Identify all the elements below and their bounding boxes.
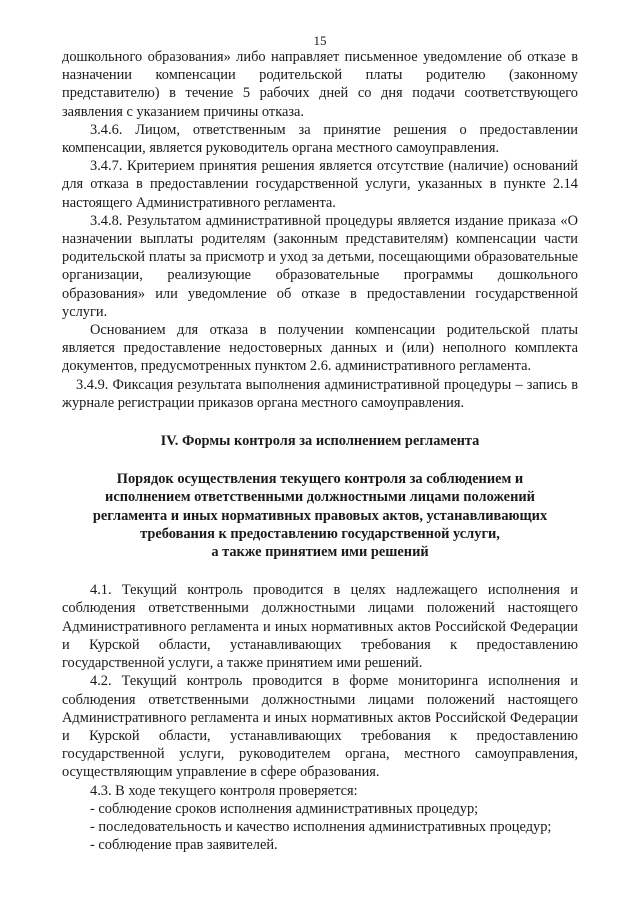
- paragraph-3-4-7: 3.4.7. Критерием принятия решения является отсутствие (наличие) оснований для отказа в предоставлении государственной услуги, указанных в пункте 2.14 настоящего Административного регламента.: [62, 158, 578, 211]
- bullet-item: - соблюдение прав заявителей.: [90, 837, 278, 854]
- paragraph-4-3: 4.3. В ходе текущего контроля проверяется:: [90, 782, 358, 799]
- subheading: [62, 470, 578, 561]
- paragraph-4-2: 4.2. Текущий контроль проводится в форме мониторинга исполнения и соблюдения ответственными должностными лицами положений настоящего Административного регламента и иных нормативных актов Российской Федерации и Курской области, устанавливающих требования к предоставлению государственной услуги, руководителем органа, местного самоуправления, осуществляющим управление в сфере образования.: [62, 673, 578, 781]
- subheading-line: регламента и иных нормативных правовых актов, устанавливающих: [92, 507, 548, 524]
- paragraph-continuation: дошкольного образования» либо направляет письменное уведомление об отказе в назначении компенсации родительской платы родителю (законному представителю) в течение 5 рабочих дней со дня подачи соответствующего заявления с указанием причины отказа.: [62, 49, 578, 120]
- subheading-line: а также принятием ими решений: [211, 544, 429, 561]
- page-number: 15: [313, 33, 327, 48]
- paragraph-3-4-8: 3.4.8. Результатом административной процедуры является издание приказа «О назначении выплаты родителям (законным представителям) компенсации части родительской платы за присмотр и уход за детьми, посещающими образовательные организации, реализующие образовательные программы дошкольного образования» или уведомление об отказе в предоставлении государственной услуги.: [62, 212, 578, 320]
- subheading-line: требования к предоставлению государственной услуги,: [140, 525, 500, 542]
- document-body: [62, 48, 578, 854]
- bullet-item: - соблюдение сроков исполнения административных процедур;: [90, 800, 479, 817]
- paragraph-refusal-basis: Основанием для отказа в получении компенсации родительской платы является предоставление недостоверных данных и (или) неполного комплекта документов, предусмотренных пунктом 2.6. административного регламента.: [62, 322, 578, 375]
- subheading-line: исполнением ответственными должностными лицами положений: [105, 489, 535, 506]
- section-heading: IV. Формы контроля за исполнением регламента: [160, 433, 480, 450]
- paragraph-3-4-9: 3.4.9. Фиксация результата выполнения административной процедуры – запись в журнале регистрации приказов органа местного самоуправления.: [62, 376, 578, 411]
- paragraph-3-4-6: 3.4.6. Лицом, ответственным за принятие решения о предоставлении компенсации, является руководитель органа местного самоуправления.: [62, 121, 578, 157]
- paragraph-4-1: 4.1. Текущий контроль проводится в целях надлежащего исполнения и соблюдения ответственными должностными лицами положений настоящего Административного регламента и иных нормативных актов Российской Федерации и Курской области, устанавливающих требования к предоставлению государственной услуги, а также принятием ими решений.: [62, 582, 578, 672]
- subheading-line: Порядок осуществления текущего контроля за соблюдением и: [116, 471, 524, 488]
- bullet-item: - последовательность и качество исполнения административных процедур;: [90, 818, 552, 835]
